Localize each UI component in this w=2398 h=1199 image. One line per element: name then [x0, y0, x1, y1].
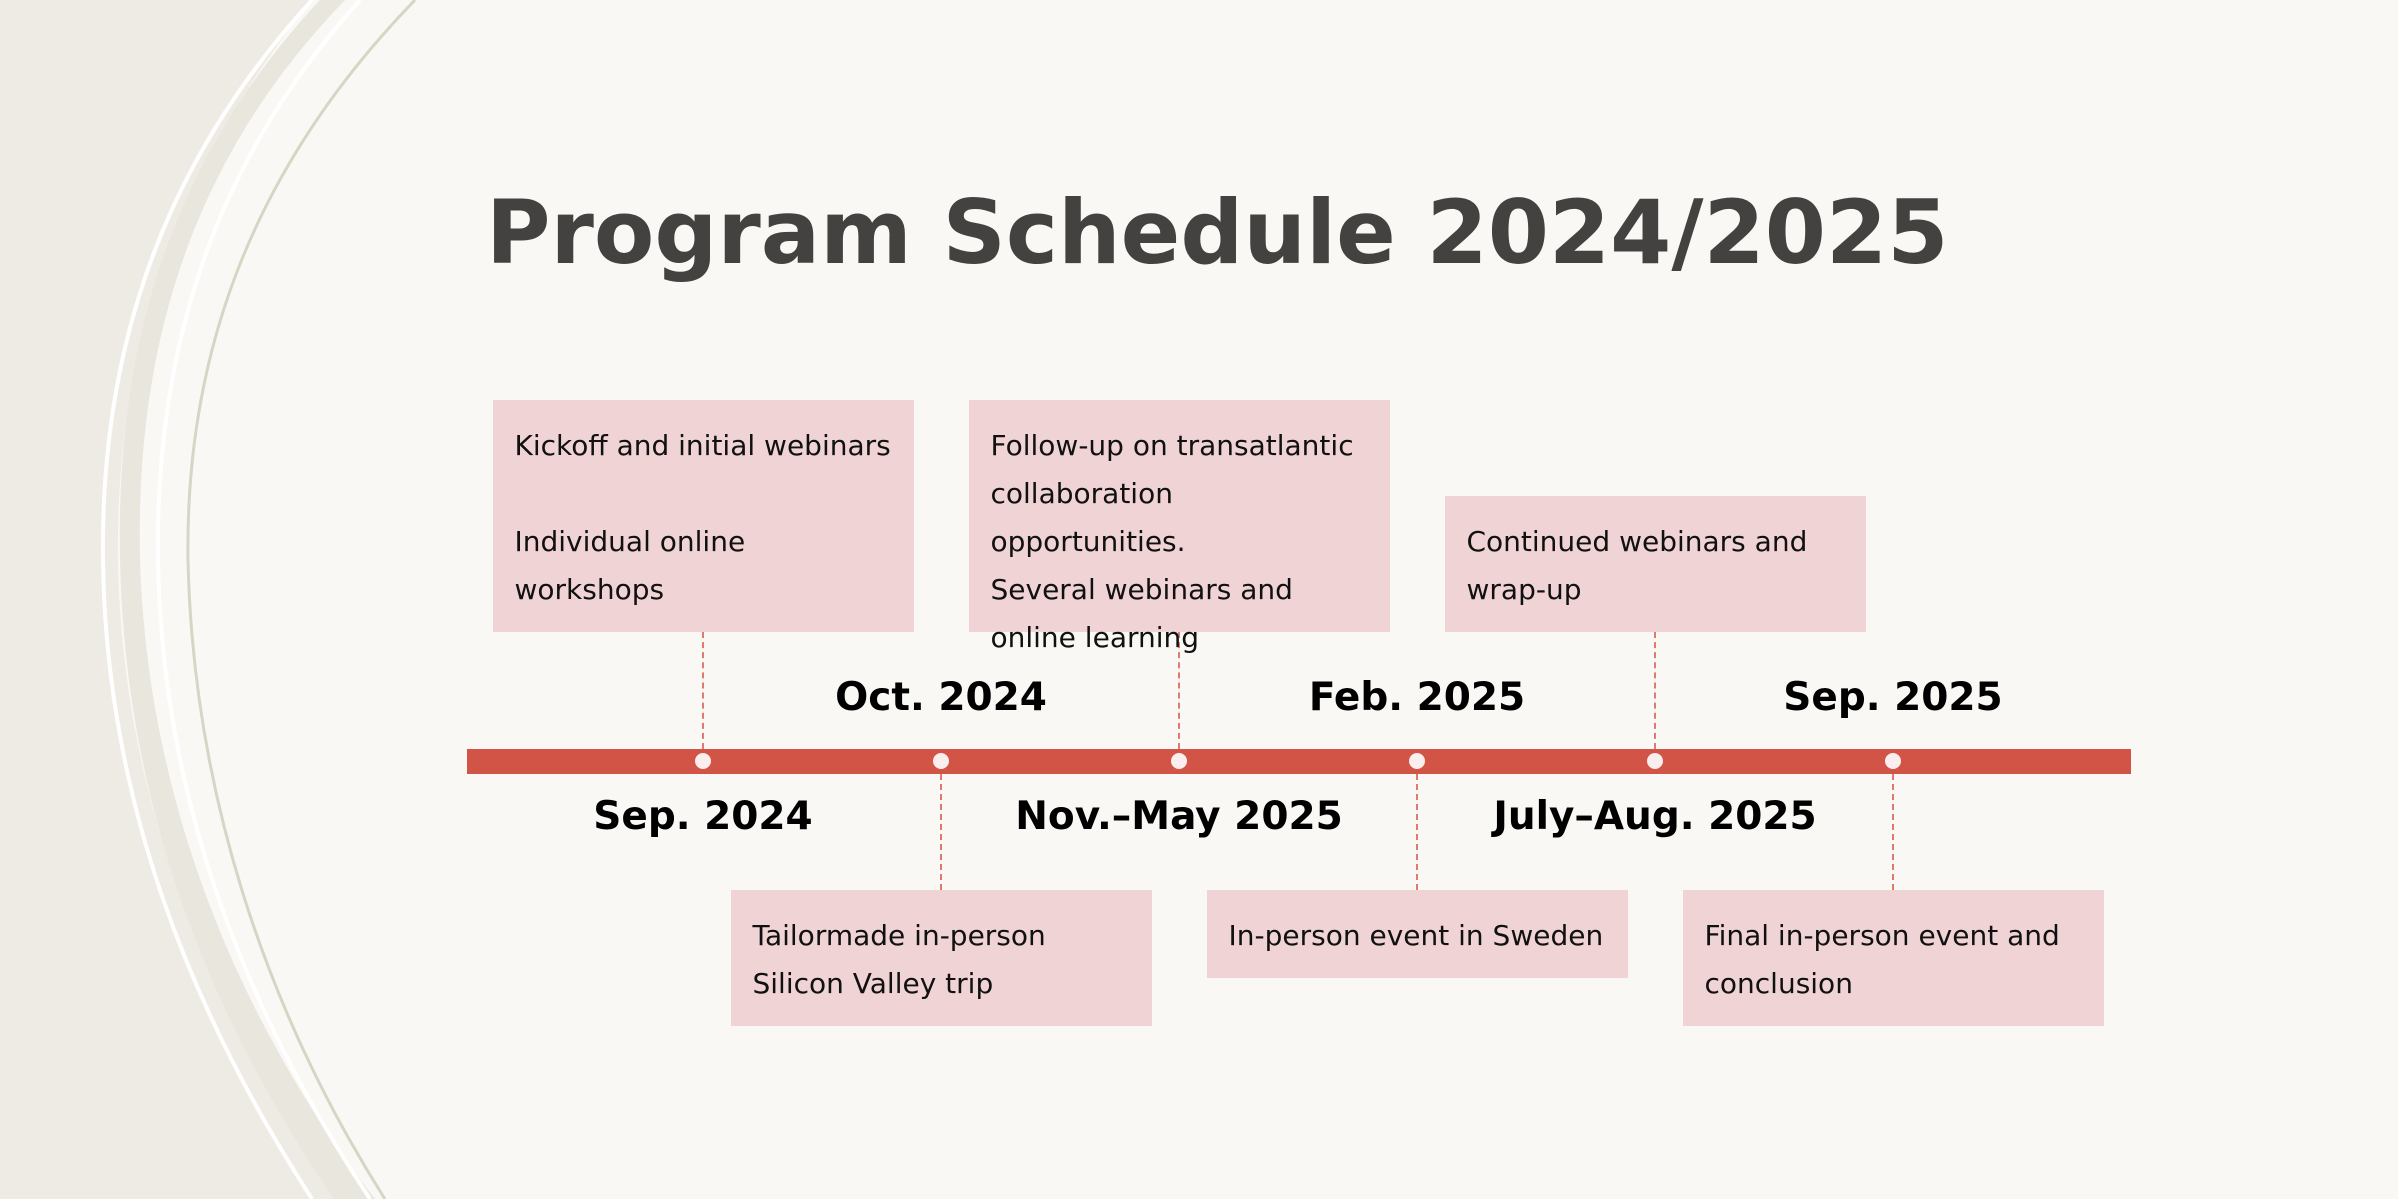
milestone-date: Feb. 2025 [1308, 675, 1526, 720]
milestone-text-line: wrap-up [1466, 573, 1582, 606]
page-title: Program Schedule 2024/2025 [486, 181, 1949, 284]
milestone-text-line: Follow-up on transatlantic [990, 429, 1354, 462]
milestone-connector [1892, 774, 1894, 890]
milestone-text-line: In-person event in Sweden [1228, 919, 1604, 952]
milestone-text-line: online learning [990, 621, 1200, 654]
milestone-date: July–Aug. 2025 [1493, 794, 1817, 839]
milestone-text-line: conclusion [1704, 967, 1853, 1000]
milestone-date: Nov.–May 2025 [1015, 794, 1343, 839]
milestone-box [731, 890, 1152, 1026]
timeline-dot [1171, 753, 1187, 769]
milestone-text-line: collaboration opportunities. [990, 477, 1186, 558]
milestone-text-line: Final in-person event and [1704, 919, 2060, 952]
milestone-connector [1654, 632, 1656, 749]
milestone-connector [1416, 774, 1418, 890]
milestone-box [493, 400, 914, 632]
milestone-text-line: Silicon Valley trip [752, 967, 994, 1000]
milestone-date: Oct. 2024 [835, 675, 1047, 720]
milestone-date: Sep. 2025 [1783, 675, 2003, 720]
milestone-text-line: Kickoff and initial webinars [514, 429, 891, 462]
milestone-text-line: Several webinars and [990, 573, 1293, 606]
timeline-dot [1647, 753, 1663, 769]
milestone-box [1207, 890, 1628, 978]
timeline-dot [933, 753, 949, 769]
milestone-box [969, 400, 1390, 654]
milestone-text-line: Tailormade in-person [752, 919, 1046, 952]
milestone-text-line: Individual online [514, 525, 746, 558]
milestone-connector [940, 774, 942, 890]
milestone-connector [702, 632, 704, 749]
milestone-text-line: Continued webinars and [1466, 525, 1808, 558]
timeline-dot [695, 753, 711, 769]
milestone-box [1683, 890, 2104, 1026]
timeline-dot [1409, 753, 1425, 769]
milestone-text-line [515, 470, 892, 518]
timeline-dot [1885, 753, 1901, 769]
milestone-box [1445, 496, 1866, 632]
timeline-bar [467, 749, 2131, 774]
milestone-date: Sep. 2024 [593, 794, 813, 839]
milestone-text-line: workshops [514, 573, 665, 606]
